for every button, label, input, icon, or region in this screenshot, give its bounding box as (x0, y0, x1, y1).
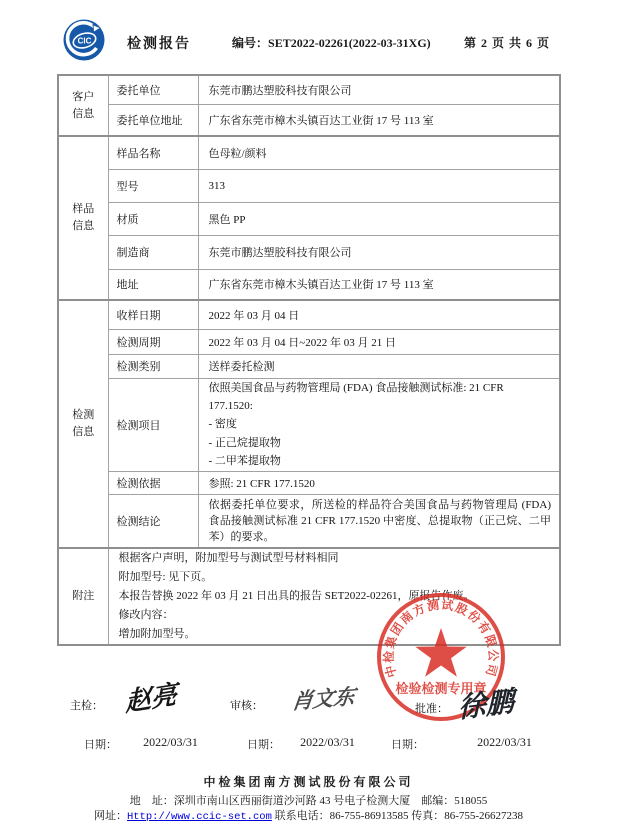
document-title: 检测报告 (127, 37, 191, 52)
svg-text:检验检测专用章: 检验检测专用章 (395, 681, 487, 696)
reviewer-date: 2022/03/31 (300, 735, 355, 749)
inspector-date: 2022/03/31 (143, 735, 198, 749)
website-label: 网址： (93, 810, 127, 822)
row-value: 2022 年 03 月 04 日 (198, 300, 560, 329)
section-title-sample: 样品 信息 (58, 136, 108, 300)
page-indicator: 第 2 页 共 6 页 (464, 36, 551, 50)
date-label: 日期： (391, 739, 424, 751)
footer-contact (0, 807, 617, 823)
section-title-notes: 附注 (58, 548, 108, 645)
row-label: 检测依据 (108, 471, 198, 494)
svg-text:中检集团南方测试股份有限公司: 中检集团南方测试股份有限公司 (381, 597, 501, 680)
table-row (58, 75, 560, 104)
report-number (232, 34, 431, 51)
row-value: 参照: 21 CFR 177.1520 (198, 471, 560, 494)
table-row (58, 329, 560, 354)
row-label: 制造商 (108, 235, 198, 269)
row-value: 广东省东莞市樟木头镇百达工业街 17 号 113 室 (198, 269, 560, 300)
report-table (57, 74, 561, 646)
row-value: 东莞市鹏达塑胶科技有限公司 (198, 75, 560, 104)
cic-logo-icon (62, 18, 106, 62)
row-label: 检测周期 (108, 329, 198, 354)
row-value: 色母粒/颜料 (198, 136, 560, 169)
table-row (58, 136, 560, 169)
table-row (58, 378, 560, 471)
row-label: 样品名称 (108, 136, 198, 169)
table-row (58, 300, 560, 329)
row-value: 送样委托检测 (198, 354, 560, 378)
row-label: 检测结论 (108, 494, 198, 548)
row-label: 委托单位 (108, 75, 198, 104)
reviewer-signature: 肖文东 (290, 684, 357, 714)
section-title-client: 客户 信息 (58, 75, 108, 136)
inspector-signature: 赵亮 (125, 679, 177, 718)
row-value: 广东省东莞市樟木头镇百达工业街 17 号 113 室 (198, 104, 560, 136)
table-row (58, 354, 560, 378)
table-row (58, 104, 560, 136)
approver-signature: 徐鹏 (457, 686, 515, 725)
date-label: 日期： (247, 739, 280, 751)
section-title-test: 检测 信息 (58, 300, 108, 548)
row-value-conclusion: 依据委托单位要求，所送检的样品符合美国食品与药物管理局 (FDA) 食品接触测试标准 21 CFR 177.1520 中密度、总提取物（正己烷、二甲苯）的要求。 (198, 494, 560, 548)
inspector-label: 主检： (70, 700, 103, 712)
row-label: 委托单位地址 (108, 104, 198, 136)
row-value: 东莞市鹏达塑胶科技有限公司 (198, 235, 560, 269)
row-value: 2022 年 03 月 04 日~2022 年 03 月 21 日 (198, 329, 560, 354)
table-row (58, 269, 560, 300)
table-row (58, 494, 560, 548)
table-row (58, 471, 560, 494)
approver-label: 批准： (415, 703, 448, 715)
row-label: 地址 (108, 269, 198, 300)
row-value: 313 (198, 169, 560, 202)
row-label: 型号 (108, 169, 198, 202)
svg-text:CIC: CIC (77, 36, 92, 46)
row-label: 收样日期 (108, 300, 198, 329)
website-link[interactable]: Http://www.ccic-set.com (126, 811, 272, 823)
reviewer-label: 审核： (230, 700, 263, 712)
footer-company-name: 中检集团南方测试股份有限公司 (203, 775, 414, 789)
footer-phone-fax: 联系电话：86-755-86913585 传真：86-755-26627238 (271, 810, 524, 822)
notes-cell: 根据客户声明，附加型号与测试型号材料相同 附加型号: 见下页。 本报告替换 2022 年 03 月 21 日出具的报告 SET2022-02261，原报告作废。 修改内容： 增加附加型号。 (108, 548, 560, 645)
table-row (58, 235, 560, 269)
footer-address: 地 址：深圳市南山区西丽街道沙河路 43 号电子检测大厦 邮编：518055 (129, 795, 488, 807)
date-label: 日期： (84, 739, 117, 751)
row-label: 检测类别 (108, 354, 198, 378)
table-row (58, 202, 560, 235)
table-row (58, 169, 560, 202)
row-label: 检测项目 (108, 378, 198, 471)
report-number-value: SET2022-02261(2022-03-31XG) (268, 36, 431, 50)
row-value-test-items: 依照美国食品与药物管理局 (FDA) 食品接触测试标准: 21 CFR 177.1520: - 密度 - 正己烷提取物 - 二甲苯提取物 (198, 378, 560, 471)
row-label: 材质 (108, 202, 198, 235)
approver-date: 2022/03/31 (477, 735, 532, 749)
row-value: 黑色 PP (198, 202, 560, 235)
report-number-label: 编号： (232, 36, 269, 50)
star-icon (415, 628, 466, 677)
